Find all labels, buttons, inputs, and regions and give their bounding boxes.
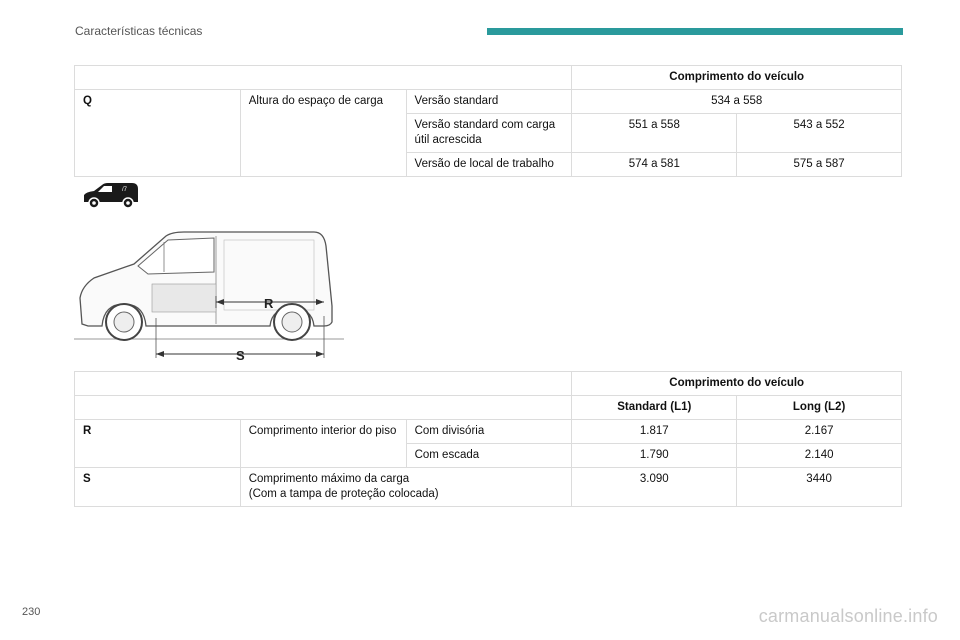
dimension-key: R [75,420,241,468]
watermark: carmanualsonline.info [758,606,938,626]
header-title: Características técnicas [75,24,203,38]
dimension-label-line1: Comprimento máximo da carga [248,473,410,485]
version-label: Com escada [406,444,572,468]
table-row [75,420,902,444]
value-cell: 3440 [737,468,902,507]
value-cell: 575 a 587 [737,153,902,177]
cargo-height-table [74,65,902,177]
value-cell: 3.090 [572,468,737,507]
column-header: Comprimento do veículo [572,66,902,90]
dimension-key: Q [75,90,241,177]
van-side-view-diagram [74,216,344,366]
dimension-label [240,468,572,507]
value-cell: 534 a 558 [572,90,902,114]
table-row [75,396,902,420]
table-cell-empty [75,372,572,396]
version-label: Versão de local de trabalho [406,153,572,177]
dimension-label-line2: (Com a tampa de proteção colocada) [248,488,439,500]
dimension-s-label: S [236,348,245,363]
column-header: Comprimento do veículo [572,372,902,396]
value-cell: 1.817 [572,420,737,444]
table-row [75,90,902,114]
value-cell: 543 a 552 [737,114,902,153]
table-cell-empty [75,66,572,90]
dimension-r-label: R [264,296,274,311]
column-header-long: Long (L2) [737,396,902,420]
page-number: 230 [22,606,41,618]
floor-length-table [74,371,902,507]
dimension-label: Altura do espaço de carga [240,90,406,177]
value-cell: 574 a 581 [572,153,737,177]
version-label: Com divisória [406,420,572,444]
table-row [75,372,902,396]
value-cell: 2.140 [737,444,902,468]
table-row [75,468,902,507]
table-row [75,66,902,90]
dimension-label: Comprimento interior do piso [240,420,406,468]
table-cell-empty [75,396,572,420]
column-header-standard: Standard (L1) [572,396,737,420]
header-accent-bar [487,28,903,35]
value-cell: 2.167 [737,420,902,444]
version-label: Versão standard [406,90,572,114]
version-label: Versão standard com carga útil acrescida [406,114,572,153]
dimension-key: S [75,468,241,507]
svg-text:/7: /7 [122,187,128,193]
van-icon [82,182,140,210]
value-cell: 551 a 558 [572,114,737,153]
value-cell: 1.790 [572,444,737,468]
